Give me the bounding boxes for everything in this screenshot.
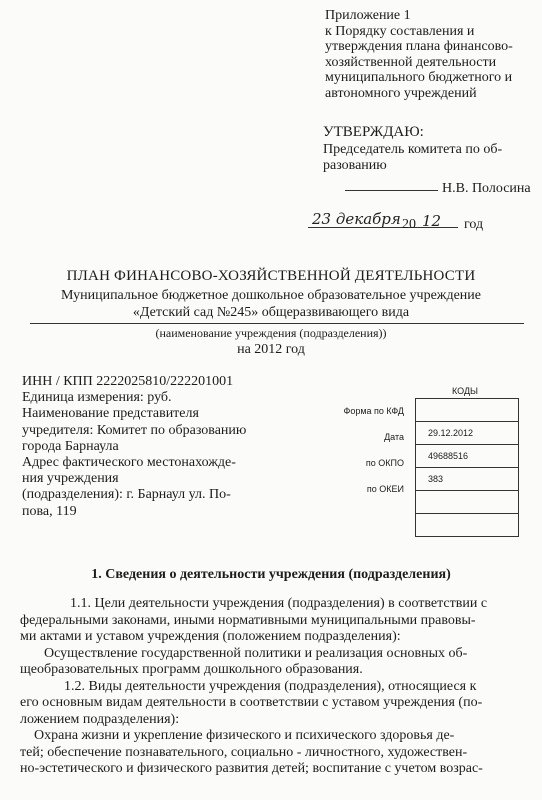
date-year-handwritten: 12 [422, 212, 442, 230]
plan-period: на 2012 год [237, 342, 305, 357]
approval-heading: УТВЕРЖДАЮ: [323, 124, 424, 140]
signatory-name: Н.В. Полосина [442, 181, 531, 196]
code-value-kfd [416, 399, 519, 422]
requisites-block [22, 374, 246, 520]
appendix-line: утверждения плана финансово- [325, 39, 513, 54]
codes-row [416, 445, 519, 468]
codes-row [416, 422, 519, 445]
appendix-line: к Порядку составления и [325, 23, 475, 39]
org-name-line: Муниципальное бюджетное дошкольное образовательное учреждение [61, 288, 481, 303]
requisites-line: ния учреждения [22, 471, 119, 487]
appendix-line: муниципального бюджетного и [325, 70, 513, 85]
codes-row [416, 514, 519, 537]
body-line: федеральными законами, иными нормативными муниципальными правовы- [20, 612, 476, 628]
appendix-block [325, 8, 535, 101]
date-suffix: год [464, 217, 484, 232]
appendix-line: автономного учреждений [325, 85, 477, 101]
code-label-date: Дата [384, 432, 404, 442]
approval-position-line: Председатель комитета по об- [323, 142, 503, 157]
body-line: 1.1. Цели деятельности учреждения (подразделения) в соответствии с [70, 596, 488, 611]
approval-position-line: разованию [323, 158, 387, 173]
org-caption: (наименование учреждения (подразделения)) [155, 326, 387, 340]
body-line: ми актами и уставом учреждения (положением подразделения): [20, 629, 401, 644]
code-label-okei: по ОКЕИ [366, 484, 404, 494]
codes-row [416, 468, 519, 491]
codes-table [415, 398, 519, 537]
codes-header: КОДЫ [452, 386, 479, 396]
org-name-line: «Детский сад №245» общеразвивающего вида [132, 305, 410, 320]
body-line: его основным видам деятельности в соответствии с уставом учреждения (по- [20, 695, 483, 710]
requisites-line: учредителя: Комитет по образованию [22, 422, 247, 438]
body-line: ложением подразделения): [20, 711, 180, 727]
requisites-line: Наименование представителя [22, 406, 199, 422]
requisites-line: ИНН / КПП 2222025810/222201001 [22, 374, 234, 389]
code-value-okpo: 49688516 [416, 445, 519, 468]
code-label-kfd: Форма по КФД [343, 406, 404, 416]
signature-line [345, 190, 438, 191]
body-line: тей; обеспечение познавательного, социально - личностного, художествен- [20, 744, 468, 760]
date-day-month-handwritten: 23 декабря [312, 210, 401, 228]
code-label-okpo: по ОКПО [365, 458, 404, 468]
section-body [20, 596, 530, 778]
plan-title: ПЛАН ФИНАНСОВО-ХОЗЯЙСТВЕННОЙ ДЕЯТЕЛЬНОСТИ [66, 268, 476, 284]
body-line: Охрана жизни и укрепление физического и психического здоровья де- [34, 728, 455, 743]
requisites-line: Адрес фактического местонахожде- [22, 455, 236, 471]
org-name-underline [30, 323, 524, 324]
section-heading: 1. Сведения о деятельности учреждения (подразделения) [91, 567, 451, 582]
date-prefix: 20 [402, 217, 416, 232]
body-line: 1.2. Виды деятельности учреждения (подразделения), относящиеся к [64, 678, 477, 694]
requisites-line: (подразделения): г. Барнаул ул. По- [22, 487, 231, 503]
code-value-okei: 383 [416, 468, 519, 491]
appendix-line: Приложение 1 [325, 8, 411, 23]
appendix-line: хозяйственной деятельности [325, 54, 497, 70]
body-line: щеобразовательных программ дошкольного образования. [20, 662, 363, 677]
codes-row [416, 399, 519, 422]
approval-block [323, 124, 502, 174]
requisites-line: пова, 119 [22, 503, 77, 519]
codes-row [416, 491, 519, 514]
body-line: Осуществление государственной политики и реализация основных об- [44, 645, 468, 661]
code-value-date: 29.12.2012 [416, 422, 519, 445]
requisites-line: Единица измерения: руб. [22, 390, 172, 406]
body-line: но-эстетического и физического развития детей; воспитание с учетом возрас- [20, 761, 483, 776]
requisites-line: города Барнаула [22, 438, 119, 454]
